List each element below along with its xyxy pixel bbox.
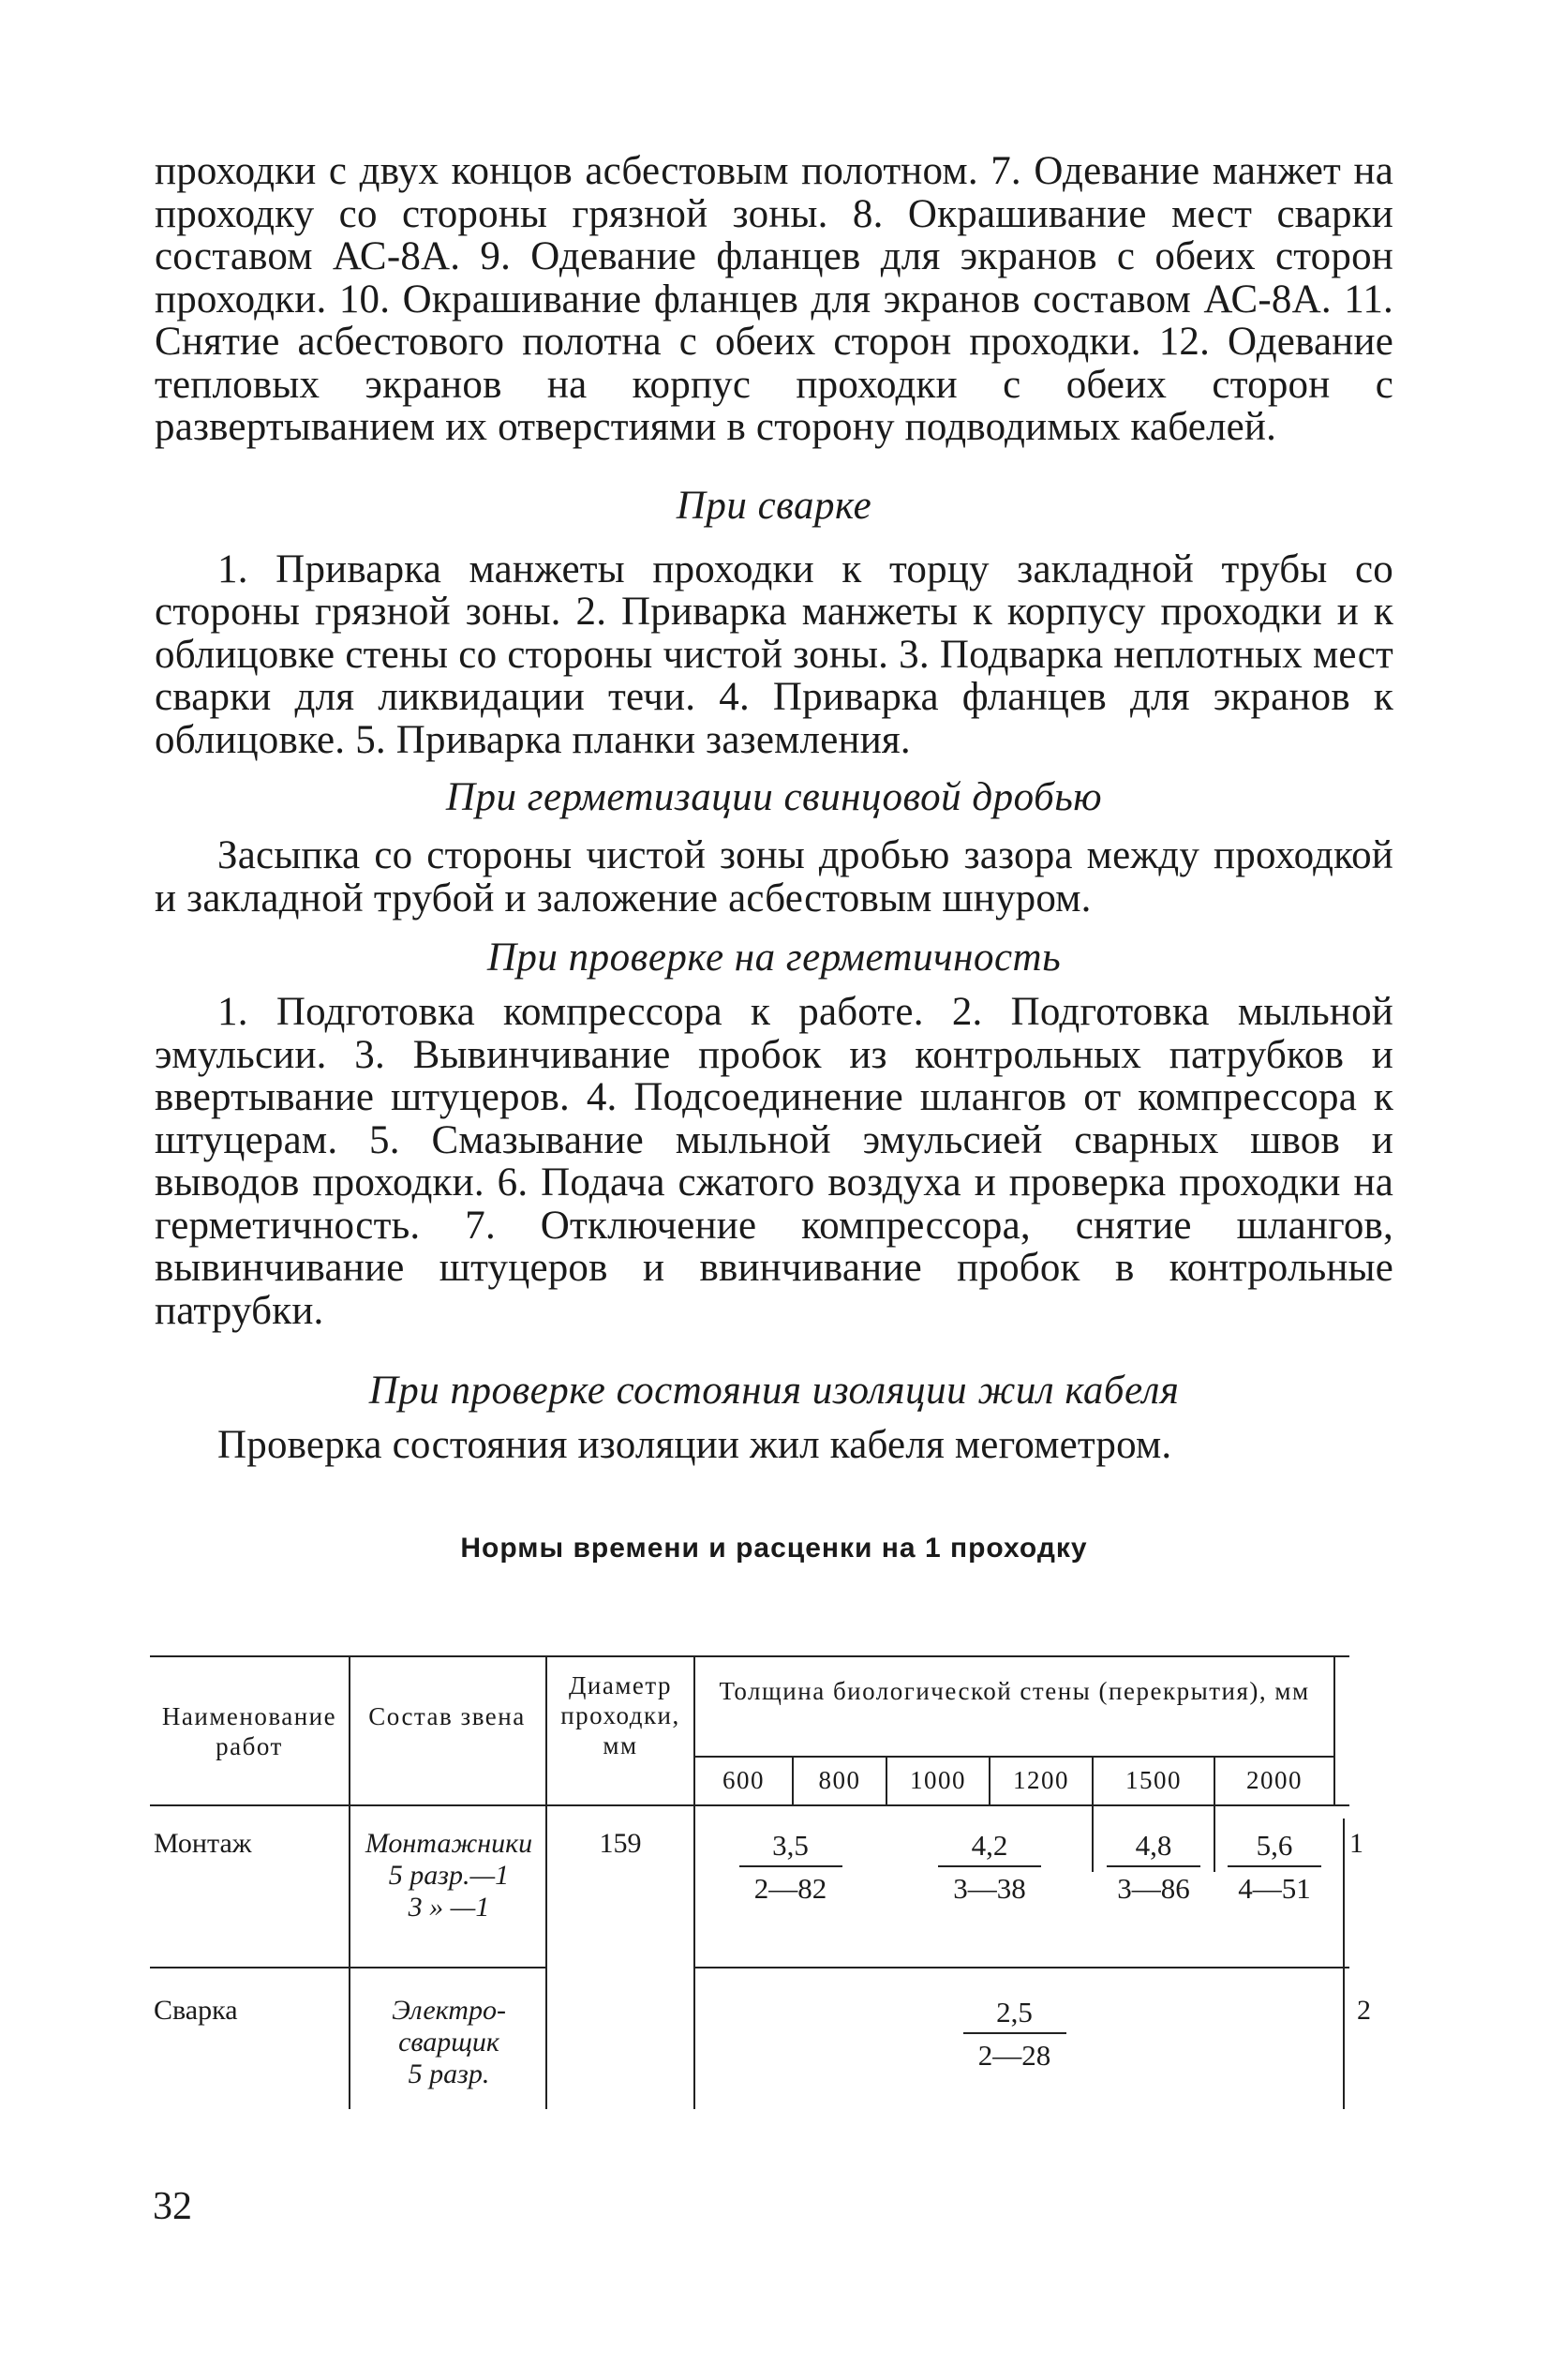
fraction-bar: [938, 1865, 1041, 1867]
row1-value-2000: [1215, 1830, 1333, 1905]
row2-index: 2: [1357, 1995, 1371, 2026]
col-rule-index-lower: [1343, 1819, 1345, 2109]
row1-crew: [352, 1828, 545, 1923]
row1-diameter: 159: [599, 1828, 642, 1859]
header-bottom-rule: [150, 1804, 1349, 1806]
fraction-bar: [1228, 1865, 1321, 1867]
row2-crew-line2: сварщик: [398, 2027, 499, 2058]
heading-insulation: При проверке состояния изоляции жил кабеля: [368, 1369, 1180, 1413]
table-title: Нормы времени и расценки на 1 проходку: [460, 1532, 1088, 1564]
header-col-2000: 2000: [1246, 1766, 1303, 1794]
table-top-rule: [150, 1655, 1349, 1657]
row1-value-1500: [1094, 1830, 1214, 1905]
paragraph-4: 1. Подготовка компрессора к работе. 2. Подготовка мыльной эмульсии. 3. Вывинчивание пробок из контрольных патрубков и ввертывание штуцеров. 4. Подсоединение шлангов от компрессора к штуцерам. 5. Смазывание мыльной эмульсией сварных швов и выводов проходки. 6. Подача сжатого воздуха и проверка проходки на герметичность. 7. Отключение компрессора, снятие шлангов, вывинчивание штуцеров и ввинчивание пробок в контрольные патрубки.: [155, 990, 1393, 1333]
heading-sealing: При герметизации свинцовой дробью: [445, 775, 1103, 819]
row1-value-2000-norm: 5,6: [1256, 1829, 1293, 1862]
paragraph-2: 1. Приварка манжеты проходки к торцу закладной трубы со стороны грязной зоны. 2. Приварка манжеты к корпусу проходки и к облицовке стены со стороны чистой зоны. 3. Подварка неплотных мест сварки для ликвидации течи. 4. Приварка фланцев для экранов к облицовке. 5. Приварка планки заземления.: [155, 546, 1393, 762]
heading-welding: При сварке: [676, 483, 872, 528]
row1-work: Монтаж: [154, 1828, 252, 1859]
row1-value-1000-1200: [887, 1830, 1092, 1905]
header-col-800: 800: [818, 1766, 861, 1794]
row1-value-600-800-price: 2—82: [753, 1872, 827, 1905]
page-number: 32: [153, 2185, 192, 2228]
col-rule-index: [1333, 1655, 1335, 1805]
header-col-1200: 1200: [1013, 1766, 1069, 1794]
header-thickness: Толщина биологической стены (перекрытия), мм: [719, 1677, 1310, 1705]
fraction-bar: [1107, 1865, 1200, 1867]
thickness-subheader-rule: [693, 1756, 1333, 1758]
paragraph-5: Проверка состояния изоляции жил кабеля мегометром.: [217, 1423, 1172, 1467]
row1-value-1500-price: 3—86: [1117, 1872, 1190, 1905]
heading-leak-test: При проверке на герметичность: [486, 936, 1062, 980]
row2-value-price: 2—28: [977, 2039, 1051, 2072]
header-col-600: 600: [722, 1766, 765, 1794]
row2-value: [695, 1997, 1333, 2072]
row1-value-2000-price: 4—51: [1238, 1872, 1311, 1905]
header-work: Наименование работ: [161, 1702, 337, 1760]
row2-crew: [352, 1995, 545, 2090]
header-col-1000: 1000: [910, 1766, 966, 1794]
fraction-bar: [739, 1865, 842, 1867]
header-diameter: Диаметр проходки, мм: [560, 1671, 680, 1759]
paragraph-3: Засыпка со стороны чистой зоны дробью зазора между проходкой и закладной трубой и заложение асбестовым шнуром.: [155, 833, 1393, 921]
header-crew: Состав звена: [368, 1702, 526, 1730]
row1-rule-left: [150, 1967, 545, 1968]
row2-value-norm: 2,5: [996, 1996, 1033, 2028]
row1-value-1000-1200-norm: 4,2: [971, 1829, 1008, 1862]
row1-value-600-800-norm: 3,5: [772, 1829, 809, 1862]
fraction-bar: [963, 2032, 1066, 2034]
header-col-1500: 1500: [1125, 1766, 1182, 1794]
paragraph-1: проходки с двух концов асбестовым полотном. 7. Одевание манжет на проходку со стороны грязной зоны. 8. Окрашивание мест сварки составом АС-8А. 9. Одевание фланцев для экранов с обеих сторон проходки. 10. Окрашивание фланцев для экранов составом АС-8А. 11. Снятие асбестового полотна с обеих сторон проходки. 12. Одевание тепловых экранов на корпус проходки с обеих сторон с развертыванием их отверстиями в сторону подводимых кабелей.: [155, 149, 1393, 449]
row1-index: 1: [1349, 1828, 1363, 1859]
row2-crew-line3: 5 разр.: [408, 2058, 490, 2089]
row1-rule-right: [693, 1967, 1349, 1968]
row1-value-1500-norm: 4,8: [1135, 1829, 1172, 1862]
norms-table: [150, 1650, 1371, 2109]
row2-crew-line1: Электро-: [392, 1995, 506, 2026]
row1-value-600-800: [695, 1830, 886, 1905]
row2-work: Сварка: [154, 1995, 238, 2026]
row1-crew-line1: Монтажники: [365, 1828, 533, 1859]
page-text: [155, 150, 1393, 1593]
row1-crew-line3: 3 » —1: [408, 1892, 490, 1923]
row1-crew-line2: 5 разр.—1: [388, 1860, 510, 1891]
row1-value-1000-1200-price: 3—38: [953, 1872, 1026, 1905]
